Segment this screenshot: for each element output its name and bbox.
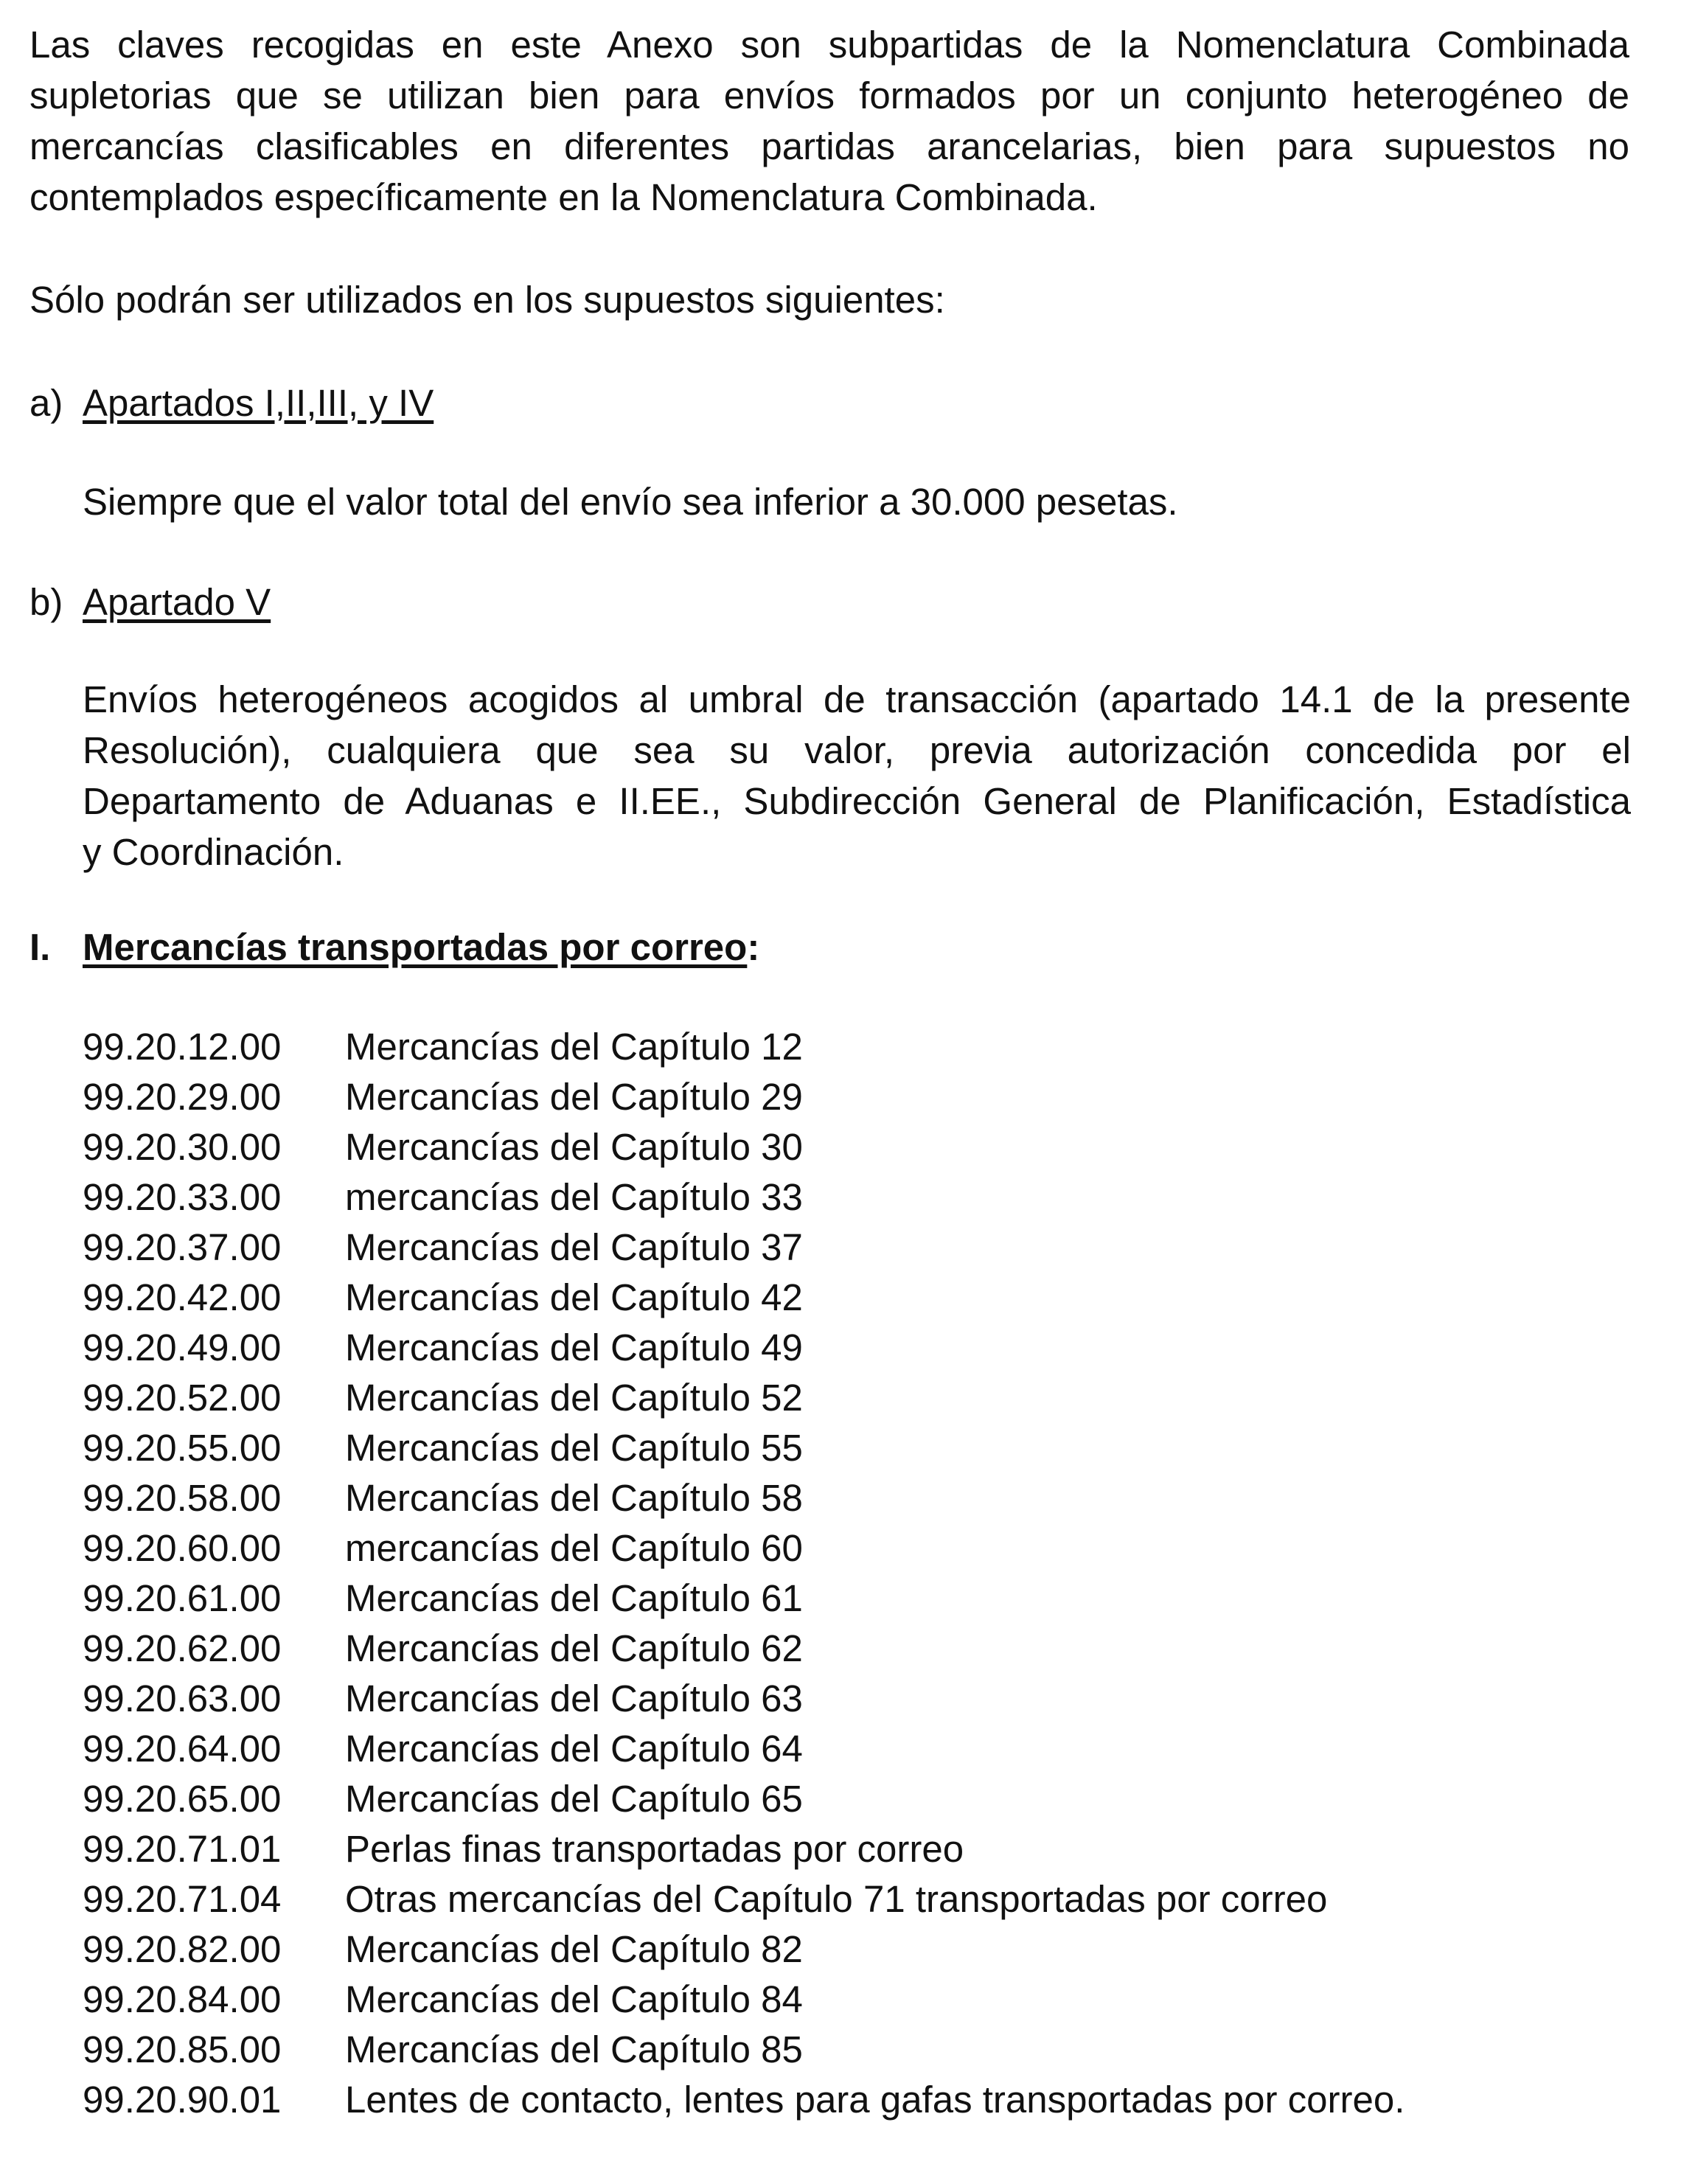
code-description: Mercancías del Capítulo 62 [345, 1627, 803, 1669]
item-a-marker: a) [29, 382, 63, 424]
code-description: Mercancías del Capítulo 58 [345, 1477, 803, 1519]
code-row [83, 1924, 1631, 1975]
code-value: 99.20.12.00 [83, 1026, 282, 1068]
code-value: 99.20.49.00 [83, 1326, 282, 1369]
code-description: Mercancías del Capítulo 30 [345, 1126, 803, 1168]
code-row [83, 1323, 1631, 1373]
intro-line: Las claves recogidas en este Anexo son subpartidas de la Nomenclatura Combinada [29, 24, 1629, 66]
code-value: 99.20.30.00 [83, 1126, 282, 1168]
item-b-line: Envíos heterogéneos acogidos al umbral de transacción (apartado 14.1 de la presente [83, 678, 1631, 720]
code-row [83, 1373, 1631, 1423]
item-a-heading [29, 378, 434, 428]
code-description: Mercancías del Capítulo 29 [345, 1076, 803, 1118]
code-row [83, 1122, 1631, 1172]
code-description: Otras mercancías del Capítulo 71 transportadas por correo [345, 1878, 1328, 1920]
code-value: 99.20.52.00 [83, 1377, 282, 1419]
code-description: Mercancías del Capítulo 82 [345, 1928, 803, 1970]
code-row [83, 1523, 1631, 1573]
code-description: Perlas finas transportadas por correo [345, 1828, 964, 1870]
code-value: 99.20.85.00 [83, 2028, 282, 2070]
code-row [83, 1624, 1631, 1674]
code-row [83, 1273, 1631, 1323]
code-value: 99.20.60.00 [83, 1527, 282, 1569]
code-row [83, 1674, 1631, 1724]
code-value: 99.20.64.00 [83, 1728, 282, 1770]
code-value: 99.20.29.00 [83, 1076, 282, 1118]
code-description: Mercancías del Capítulo 64 [345, 1728, 803, 1770]
code-row [83, 1774, 1631, 1824]
code-row [83, 1975, 1631, 2025]
code-row [83, 1724, 1631, 1774]
intro-line: supletorias que se utilizan bien para envíos formados por un conjunto heterogéneo de [29, 74, 1629, 116]
intro-line: contemplados específicamente en la Nomenclatura Combinada. [29, 176, 1098, 218]
item-b-line: Departamento de Aduanas e II.EE., Subdirección General de Planificación, Estadística [83, 780, 1631, 822]
item-b-marker: b) [29, 581, 63, 623]
code-description: Mercancías del Capítulo 65 [345, 1778, 803, 1820]
code-value: 99.20.61.00 [83, 1577, 282, 1619]
code-value: 99.20.82.00 [83, 1928, 282, 1970]
code-description: Mercancías del Capítulo 42 [345, 1276, 803, 1318]
section-i-title-suffix: : [747, 926, 760, 968]
code-description: Mercancías del Capítulo 49 [345, 1326, 803, 1369]
section-i-title: Mercancías transportadas por correo [83, 926, 748, 968]
code-row [83, 1223, 1631, 1273]
code-value: 99.20.37.00 [83, 1226, 282, 1268]
code-description: Mercancías del Capítulo 52 [345, 1377, 803, 1419]
code-description: Mercancías del Capítulo 61 [345, 1577, 803, 1619]
code-description: Mercancías del Capítulo 84 [345, 1978, 803, 2020]
code-row [83, 1022, 1631, 1072]
code-value: 99.20.33.00 [83, 1176, 282, 1218]
code-description: mercancías del Capítulo 60 [345, 1527, 803, 1569]
code-value: 99.20.65.00 [83, 1778, 282, 1820]
item-b-line: Resolución), cualquiera que sea su valor, previa autorización concedida por el [83, 729, 1631, 771]
code-value: 99.20.90.01 [83, 2079, 282, 2121]
intro-line: mercancías clasificables en diferentes partidas arancelarias, bien para supuestos no [29, 125, 1629, 167]
code-description: Mercancías del Capítulo 37 [345, 1226, 803, 1268]
code-description: Mercancías del Capítulo 55 [345, 1427, 803, 1469]
code-description: Mercancías del Capítulo 85 [345, 2028, 803, 2070]
intro-paragraph [29, 19, 1629, 223]
code-list [83, 1022, 1631, 2125]
code-value: 99.20.42.00 [83, 1276, 282, 1318]
code-value: 99.20.62.00 [83, 1627, 282, 1669]
code-value: 99.20.71.01 [83, 1828, 282, 1870]
section-i-marker: I. [29, 926, 51, 968]
code-row [83, 1172, 1631, 1223]
code-row [83, 1473, 1631, 1523]
code-row [83, 1824, 1631, 1874]
item-b-paragraph [83, 674, 1631, 877]
code-row [83, 1874, 1631, 1924]
code-row [83, 1573, 1631, 1624]
code-row [83, 2075, 1631, 2125]
code-description: Lentes de contacto, lentes para gafas transportadas por correo. [345, 2079, 1405, 2121]
section-i-heading [29, 922, 759, 973]
item-a-text: Siempre que el valor total del envío sea inferior a 30.000 pesetas. [83, 481, 1178, 523]
item-b-heading [29, 577, 271, 627]
code-value: 99.20.58.00 [83, 1477, 282, 1519]
code-row [83, 1072, 1631, 1122]
code-row [83, 1423, 1631, 1473]
code-description: mercancías del Capítulo 33 [345, 1176, 803, 1218]
code-description: Mercancías del Capítulo 12 [345, 1026, 803, 1068]
code-value: 99.20.63.00 [83, 1677, 282, 1719]
item-a-title: Apartados I,II,III, y IV [83, 382, 434, 424]
code-value: 99.20.55.00 [83, 1427, 282, 1469]
item-b-line: y Coordinación. [83, 831, 344, 873]
item-b-title: Apartado V [83, 581, 271, 623]
code-row [83, 2025, 1631, 2075]
code-value: 99.20.71.04 [83, 1878, 282, 1920]
code-value: 99.20.84.00 [83, 1978, 282, 2020]
conditions-intro: Sólo podrán ser utilizados en los supuestos siguientes: [29, 279, 945, 321]
code-description: Mercancías del Capítulo 63 [345, 1677, 803, 1719]
